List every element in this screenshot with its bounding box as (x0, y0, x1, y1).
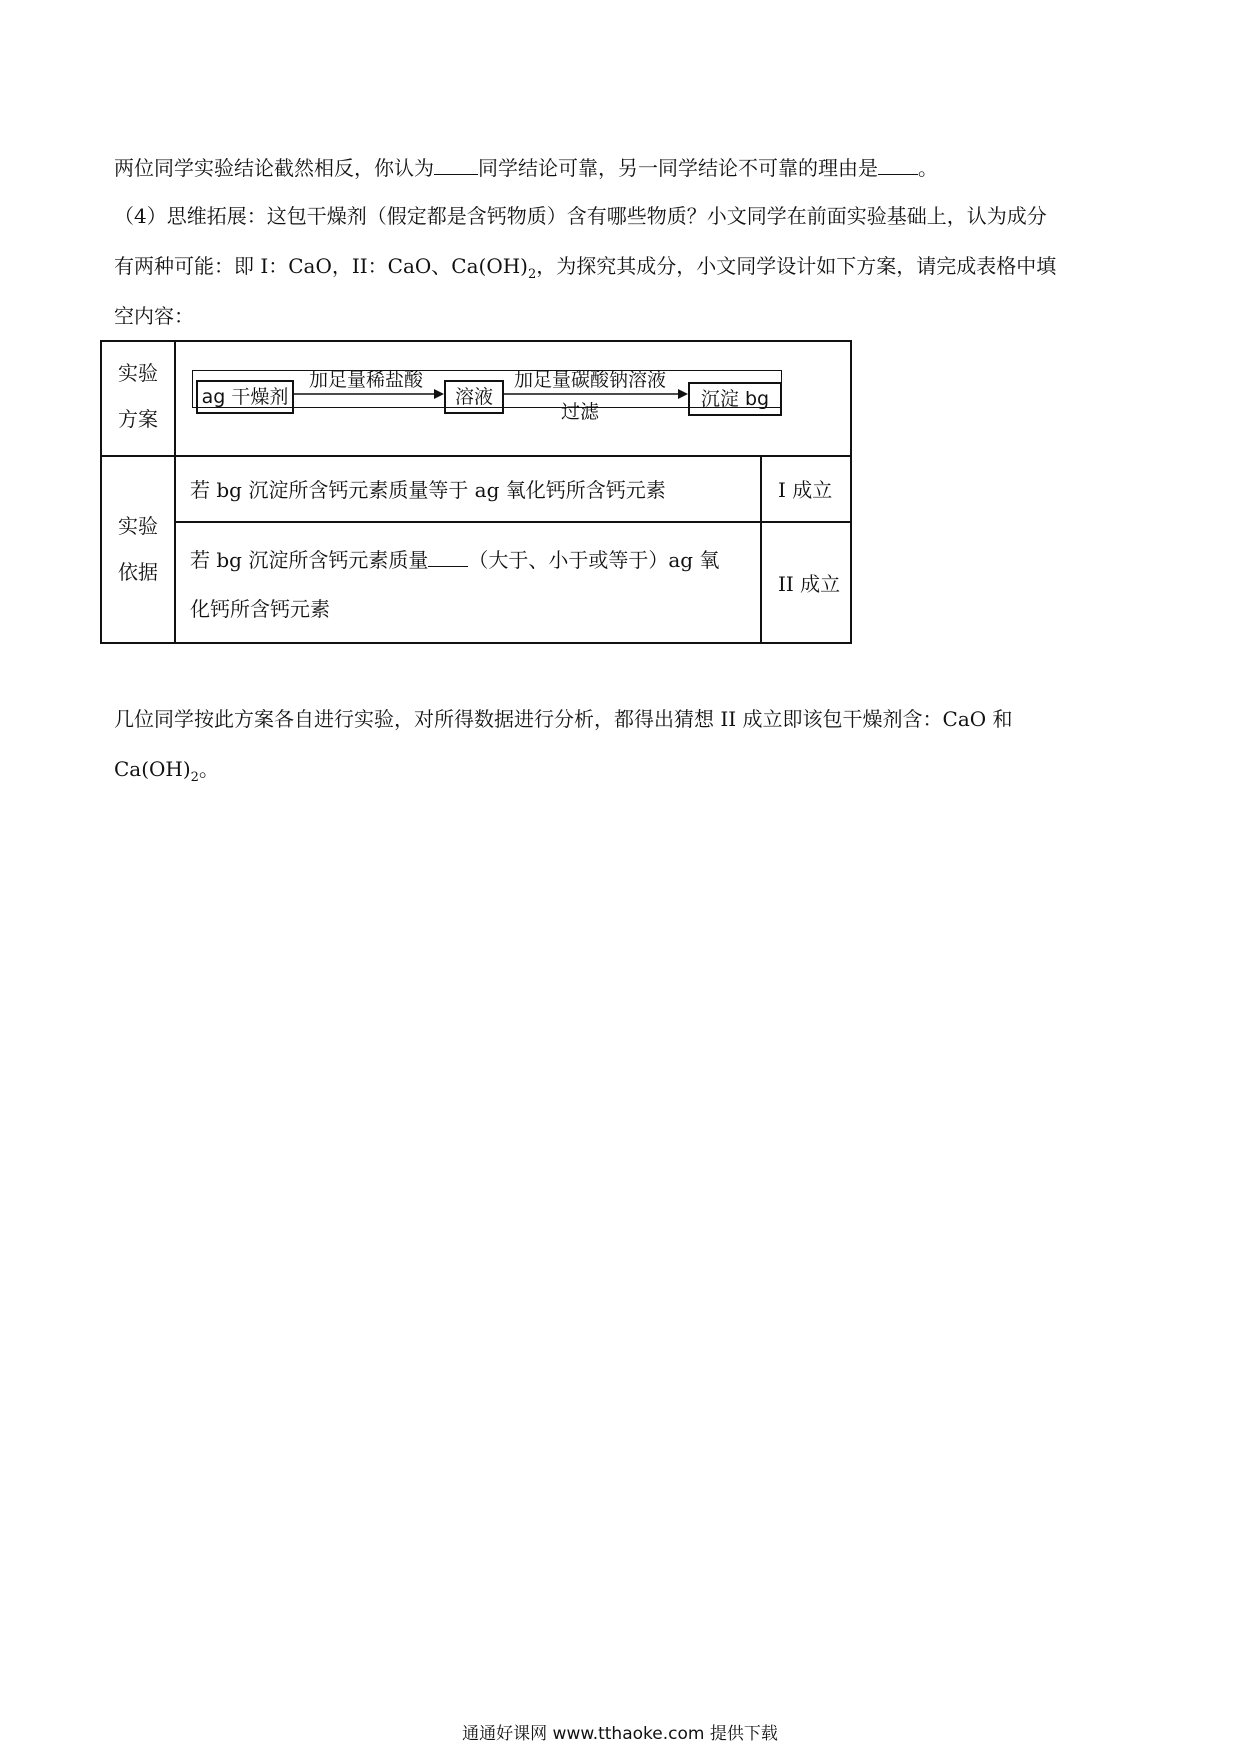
text: ，为探究其成分，小文同学设计如下方案，请完成表格中填 (536, 254, 1057, 278)
arrow-label-filter: 过滤 (560, 401, 599, 423)
text: 。 (198, 757, 219, 781)
label-line: 实验 (118, 514, 158, 538)
flow-box-desiccant: ag 干燥剂 (196, 380, 294, 414)
flow-box-solution: 溶液 (444, 380, 504, 414)
arrow-1 (294, 388, 444, 400)
answer-blank[interactable] (878, 156, 918, 175)
label-line: 依据 (118, 560, 158, 584)
answer-blank[interactable] (434, 156, 478, 175)
text: 同学结论可靠，另一同学结论不可靠的理由是 (478, 156, 878, 180)
arrow-2 (504, 388, 688, 400)
result-2-text: II 成立 (778, 572, 841, 596)
table-divider (174, 521, 852, 523)
text: （大于、小于或等于）ag 氧 (468, 548, 720, 572)
conclusion-line-2 (114, 755, 219, 792)
table-divider (100, 455, 852, 457)
label-line: 实验 (118, 361, 158, 385)
conclusion-line-1: 几位同学按此方案各自进行实验，对所得数据进行分析，都得出猜想 II 成立即该包干燥剂含：CaO 和 (114, 707, 1013, 731)
paragraph-line-1 (114, 154, 938, 182)
basis-1-text: 若 bg 沉淀所含钙元素质量等于 ag 氧化钙所含钙元素 (190, 478, 666, 502)
subscript: 2 (190, 770, 199, 785)
result-1-text: I 成立 (778, 478, 833, 502)
basis-2-line-2: 化钙所含钙元素 (190, 597, 330, 621)
text: 。 (918, 156, 938, 180)
flow-box-precipitate: 沉淀 bg (688, 382, 782, 416)
table-divider (174, 340, 176, 644)
text: 若 bg 沉淀所含钙元素质量 (190, 548, 429, 572)
row-label-basis (102, 503, 174, 595)
answer-blank[interactable] (428, 548, 468, 567)
text: Ca(OH) (114, 757, 191, 781)
table-divider (760, 455, 762, 644)
basis-2-line-1 (190, 546, 719, 574)
subscript: 2 (527, 267, 537, 282)
arrow-label-na2co3: 加足量碳酸钠溶液 (513, 369, 666, 391)
arrow-label-hcl: 加足量稀盐酸 (308, 369, 423, 391)
label-line: 方案 (118, 407, 158, 431)
paragraph-line-3 (114, 252, 1056, 289)
text: 两位同学实验结论截然相反，你认为 (114, 156, 434, 180)
row-label-scheme (102, 350, 174, 442)
text: 有两种可能：即 I：CaO，II：CaO、Ca(OH) (114, 254, 528, 278)
paragraph-line-2: （4）思维拓展：这包干燥剂（假定都是含钙物质）含有哪些物质？小文同学在前面实验基础上，认为成分 (114, 204, 1047, 228)
page-footer: 通通好课网 www.tthaoke.com 提供下载 (462, 1724, 778, 1744)
paragraph-line-4: 空内容： (114, 304, 194, 328)
